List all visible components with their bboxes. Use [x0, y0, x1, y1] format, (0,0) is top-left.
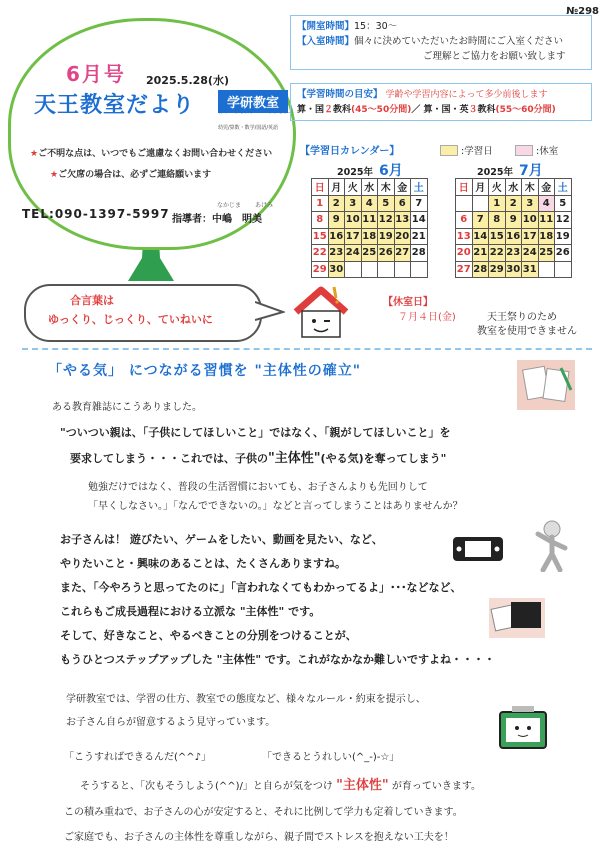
june-day: 4: [361, 195, 378, 212]
july-day: 1: [489, 195, 506, 212]
july-day: 4: [538, 195, 555, 212]
ruby-given: あけみ: [255, 202, 274, 209]
july-day: 3: [522, 195, 539, 212]
july-day: 19: [555, 228, 572, 245]
calendar-june: [311, 178, 428, 278]
july-day: [472, 195, 489, 212]
june-day: 14: [411, 212, 428, 229]
july-day: 29: [489, 261, 506, 278]
june-day: 9: [328, 212, 345, 229]
motto-line1: 合言葉は: [70, 294, 114, 307]
quote-line2: 要求してしまう・・・これでは、子供の"主体性"(やる気)を奪ってしまう": [70, 451, 447, 466]
game-console-icon: [452, 536, 504, 562]
june-heading: 2025年 6月: [337, 163, 403, 179]
july-day: 5: [555, 195, 572, 212]
calendar-july: [455, 178, 572, 278]
july-day: 23: [505, 245, 522, 262]
july-day: 2: [505, 195, 522, 212]
quote-line1: "ついつい親は、「子供にしてほしいこと」ではなく、「親がしてほしいこと」を: [60, 426, 451, 439]
july-day: [555, 261, 572, 278]
june-day: [378, 261, 395, 278]
july-weekday: 金: [538, 179, 555, 196]
june-day: 15: [312, 228, 329, 245]
notice-inquiry: ★ご不明な点は、いつでもご遠慮なくお問い合わせください: [30, 149, 273, 159]
june-day: 13: [394, 212, 411, 229]
june-day: 12: [378, 212, 395, 229]
june-day: 2: [328, 195, 345, 212]
legend-open: :学習日: [440, 143, 493, 157]
june-day: 28: [411, 245, 428, 262]
para2-line3: また、「今やろうと思ってたのに」「言われなくてもわかってるよ」･･･などなど、: [60, 581, 462, 594]
june-weekday: 月: [328, 179, 345, 196]
july-day: 13: [456, 228, 473, 245]
motto-line2: ゆっくり、じっくり、ていねいに: [48, 313, 213, 326]
june-day: 20: [394, 228, 411, 245]
brand-logo: 学研教室: [218, 90, 288, 113]
july-day: 12: [555, 212, 572, 229]
june-day: 8: [312, 212, 329, 229]
brand-subjects: 幼児/算数・数学/国語/英語: [218, 125, 279, 131]
july-day: 26: [555, 245, 572, 262]
article-intro: ある教育雑誌にこうありました。: [52, 402, 202, 413]
para5: この積み重ねで、お子さんの心が安定すると、それに比例して学力も定着していきます。: [64, 807, 463, 818]
july-day: 11: [538, 212, 555, 229]
article-title: 「やる気」 につながる習慣を "主体性の確立": [48, 363, 362, 379]
june-weekday: 日: [312, 179, 329, 196]
ruby-surname: なかじま: [217, 202, 242, 209]
july-day: 28: [472, 261, 489, 278]
june-weekday: 土: [411, 179, 428, 196]
instructor: 指導者：中嶋 明美: [172, 214, 262, 225]
figure-icon: [532, 520, 570, 572]
june-weekday: 水: [361, 179, 378, 196]
closed-reason: 天王祭りのため: [487, 312, 557, 323]
section-divider: [22, 348, 592, 350]
july-heading: 2025年 7月: [477, 163, 543, 179]
para1-line2: 「早くしなさい。」「なんでできないの。」などと言ってしまうことはありませんか？: [88, 501, 463, 512]
para4-quote2: 「できるとうれしい(^_-)-☆」: [262, 752, 400, 763]
june-day: 17: [345, 228, 362, 245]
closed-date: ７月４日(金): [398, 312, 456, 323]
july-day: 10: [522, 212, 539, 229]
issue-date: 2025.5.28(水): [146, 74, 229, 87]
brand-tagline: 自ら・考える力・・・学びを学ぶ: [218, 109, 294, 115]
july-day: 25: [538, 245, 555, 262]
july-day: 30: [505, 261, 522, 278]
june-day: [345, 261, 362, 278]
star-icon: ★: [30, 149, 39, 159]
tablet-icon: [489, 598, 545, 638]
para4-quote1: 「こうすればできるんだ(^^♪」: [64, 752, 212, 763]
july-day: 6: [456, 212, 473, 229]
para3-line2: お子さん自らが留意するよう見守っています。: [66, 717, 276, 728]
header-tree: [8, 18, 296, 280]
june-day: 1: [312, 195, 329, 212]
star-icon: ★: [50, 170, 59, 180]
legend-closed: :休室: [515, 143, 558, 157]
june-day: 22: [312, 245, 329, 262]
july-day: 20: [456, 245, 473, 262]
june-day: 21: [411, 228, 428, 245]
closed-title: 【休室日】: [383, 297, 433, 308]
june-weekday: 火: [345, 179, 362, 196]
june-day: 5: [378, 195, 395, 212]
june-day: 7: [411, 195, 428, 212]
calendar-title: 【学習日カレンダー】: [300, 146, 400, 157]
july-day: 15: [489, 228, 506, 245]
june-day: 23: [328, 245, 345, 262]
july-day: [538, 261, 555, 278]
para6: ご家庭でも、お子さんの主体性を尊重しながら、親子間でストレスを抱えない工夫を！: [64, 832, 454, 843]
house-character-icon: [290, 284, 352, 342]
july-day: 22: [489, 245, 506, 262]
june-day: 19: [378, 228, 395, 245]
june-day: 27: [394, 245, 411, 262]
para2-line1: お子さんは！ 遊びたい、ゲームをしたい、動画を見たい、など、: [60, 533, 383, 546]
para3-line1: 学研教室では、学習の仕方、教室での態度など、様々なルール・約束を提示し、: [66, 694, 426, 705]
june-day: [361, 261, 378, 278]
para1-line1: 勉強だけではなく、普段の生活習慣においても、お子さんよりも先回りして: [88, 482, 428, 493]
july-weekday: 土: [555, 179, 572, 196]
july-weekday: 水: [505, 179, 522, 196]
june-day: 11: [361, 212, 378, 229]
newsletter-title: 天王教室だより: [34, 93, 196, 118]
july-day: 9: [505, 212, 522, 229]
june-weekday: 木: [378, 179, 395, 196]
notebook-icon: [517, 360, 575, 410]
hours-box: 【開室時間】15：30～ 【入室時間】個々に決めていただいたお時間にご入室ください ご理解とご協力をお願い致します: [290, 15, 592, 70]
notice-absence: ★ご欠席の場合は、必ずご連絡願います: [50, 170, 212, 180]
july-day: 17: [522, 228, 539, 245]
para4-line2: そうすると、「次もそうしよう(^^)/」と自らが気をつけ "主体性" が育っていきます。: [80, 778, 482, 793]
june-day: 29: [312, 261, 329, 278]
july-day: 7: [472, 212, 489, 229]
june-day: [411, 261, 428, 278]
issue-title: 6月号: [66, 62, 126, 86]
july-weekday: 木: [522, 179, 539, 196]
july-day: [456, 195, 473, 212]
june-weekday: 金: [394, 179, 411, 196]
july-weekday: 火: [489, 179, 506, 196]
july-day: 8: [489, 212, 506, 229]
para2-line5: そして、好きなこと、やるべきことの分別をつけることが、: [60, 629, 357, 642]
june-day: 26: [378, 245, 395, 262]
june-day: 24: [345, 245, 362, 262]
closed-note: 教室を使用できません: [477, 326, 577, 337]
july-day: 31: [522, 261, 539, 278]
june-day: 10: [345, 212, 362, 229]
june-day: 25: [361, 245, 378, 262]
july-day: 14: [472, 228, 489, 245]
july-day: 16: [505, 228, 522, 245]
june-day: 30: [328, 261, 345, 278]
july-day: 21: [472, 245, 489, 262]
telephone: TEL:090-1397-5997: [22, 207, 170, 221]
july-weekday: 月: [472, 179, 489, 196]
para2-line6: もうひとつステップアップした "主体性" です。これがなかなか難しいですよね・・・・: [60, 653, 496, 666]
july-weekday: 日: [456, 179, 473, 196]
monitor-character-icon: [498, 706, 548, 754]
june-day: 3: [345, 195, 362, 212]
june-day: 16: [328, 228, 345, 245]
issue-number: №298: [566, 6, 599, 17]
study-time-box: 【学習時間の目安】 学齢や学習内容によって多少前後します 算・国２教科(45～50分間)／ 算・国・英３教科(55～60分間): [290, 83, 592, 121]
june-day: 18: [361, 228, 378, 245]
para2-line4: これらもご成長過程における立派な "主体性" です。: [60, 605, 321, 618]
bubble-tail-icon: [255, 300, 285, 324]
july-day: 24: [522, 245, 539, 262]
july-day: 27: [456, 261, 473, 278]
june-day: 6: [394, 195, 411, 212]
june-day: [394, 261, 411, 278]
july-day: 18: [538, 228, 555, 245]
para2-line2: やりたいこと・興味のあることは、たくさんありますね。: [60, 557, 346, 570]
